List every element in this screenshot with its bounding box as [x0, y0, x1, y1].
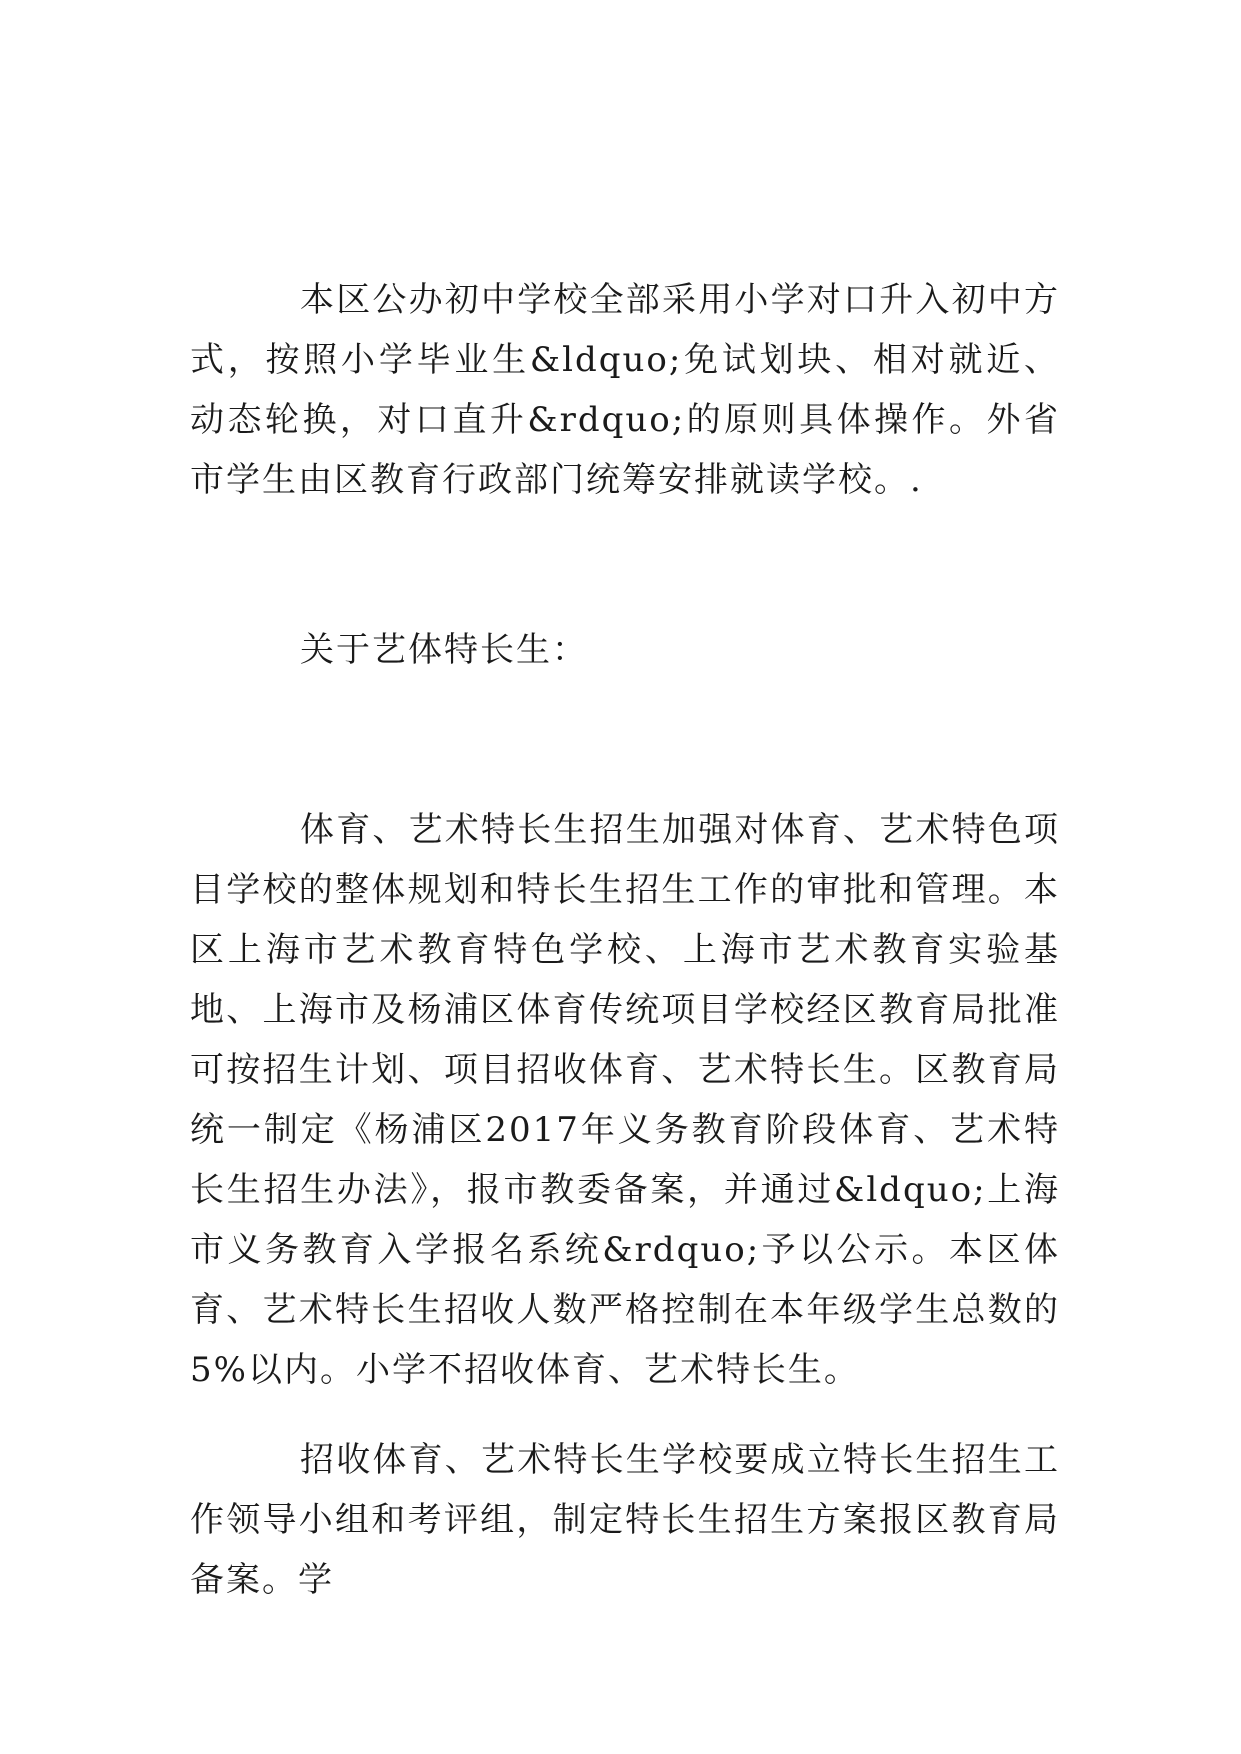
paragraph-enrollment-policy: 本区公办初中学校全部采用小学对口升入初中方式，按照小学毕业生&ldquo;免试划块、相对就近、动态轮换，对口直升&rdquo;的原则具体操作。外省市学生由区教育行政部门统筹安排就读学校。.: [190, 280, 1060, 500]
paragraph-school-requirements: 招收体育、艺术特长生学校要成立特长生招生工作领导小组和考评组，制定特长生招生方案报区教育局备案。学: [190, 1440, 1060, 1600]
paragraph-special-talent-enrollment: 体育、艺术特长生招生加强对体育、艺术特色项目学校的整体规划和特长生招生工作的审批和管理。本区上海市艺术教育特色学校、上海市艺术教育实验基地、上海市及杨浦区体育传统项目学校经区教育局批准可按招生计划、项目招收体育、艺术特长生。区教育局统一制定《杨浦区2017年义务教育阶段体育、艺术特长生招生办法》，报市教委备案，并通过&ldquo;上海市义务教育入学报名系统&rdquo;予以公示。本区体育、艺术特长生招收人数严格控制在本年级学生总数的5%以内。小学不招收体育、艺术特长生。: [190, 810, 1060, 1390]
paragraph-heading-special-talent: 关于艺体特长生：: [300, 630, 588, 670]
